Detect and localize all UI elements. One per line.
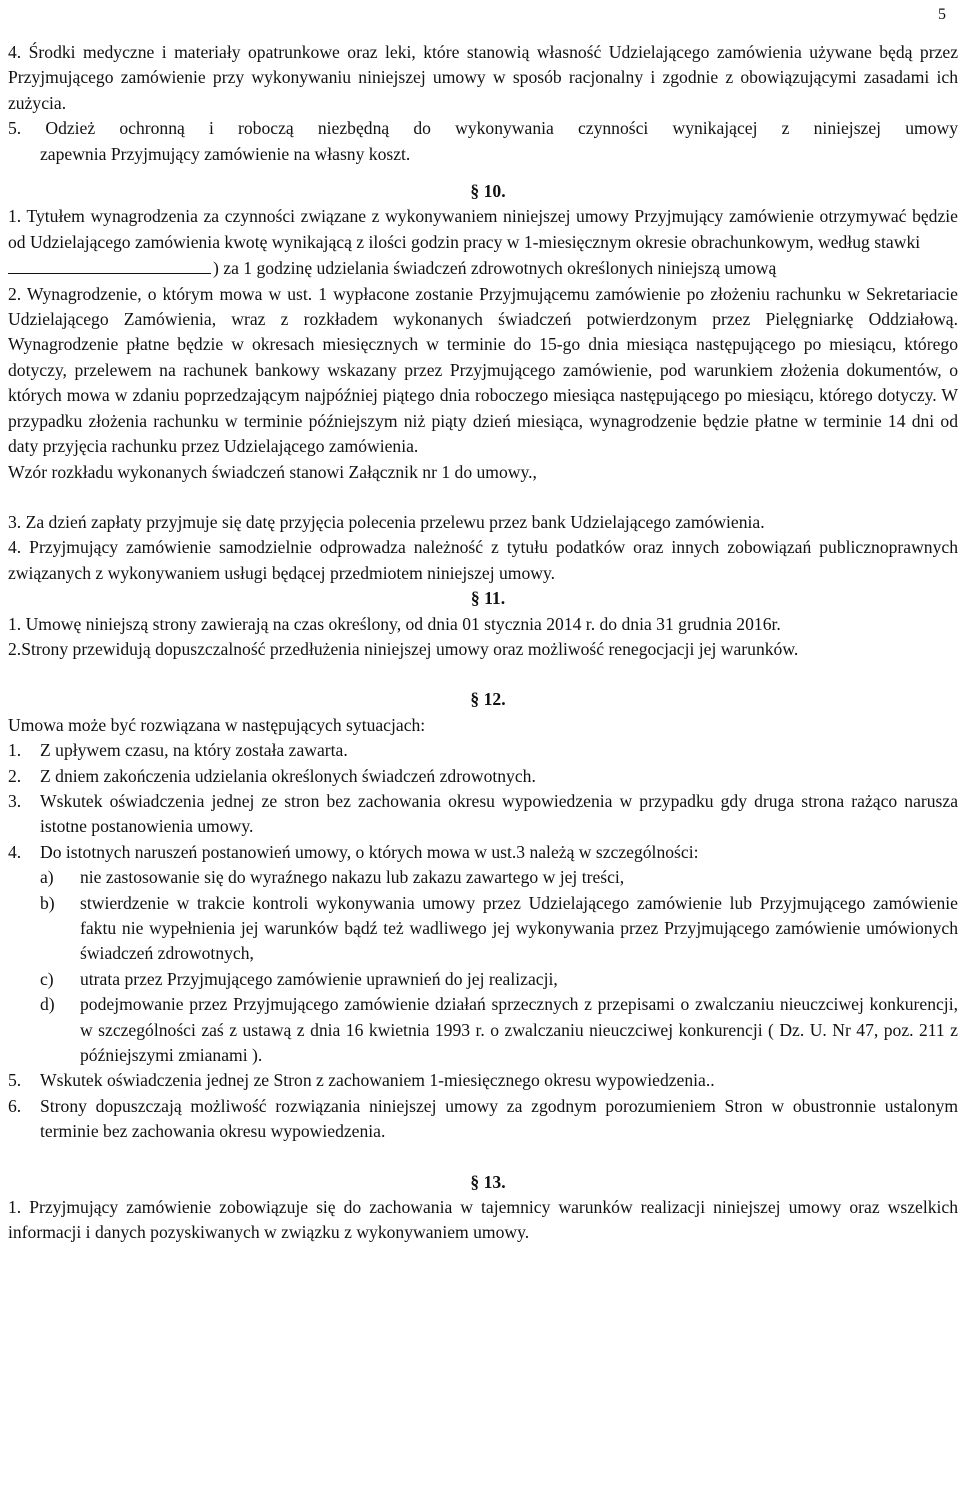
section-10-paragraph-1: 1. Tytułem wynagrodzenia za czynności związane z wykonywaniem niniejszej umowy Przyjmujący zamówienie otrzymywać będzie od Udzielającego zamówienia kwotę wynikającą z ilości godzin pracy w 1-miesięcznym okresie obrachunkowym, według stawki [8,206,958,252]
list-item: 1. Z upływem czasu, na który została zawarta. [8,740,348,761]
section-11-paragraph-2: 2.Strony przewidują dopuszczalność przedłużenia niniejszej umowy oraz możliwość renegocjacji jej warunków. [8,638,799,659]
sub-list-item: c) utrata przez Przyjmującego zamówienie uprawnień do jej realizacji, [40,968,558,989]
section-10-paragraph-2: 2. Wynagrodzenie, o którym mowa w ust. 1 wypłacone zostanie Przyjmującemu zamówienie po złożeniu rachunku w Sekretariacie Udzielającego Zamówienia, wraz z rozkładem wykonanych świadczeń potwierdzonym przez Pielęgniarkę Oddziałową. Wynagrodzenie płatne będzie w okresach miesięcznych w terminie do 15-go dnia miesiąca następującego po miesiącu, którego dotyczy, przelewem na rachunek bankowy wskazany przez Przyjmującego zamówienie, pod warunkiem złożenia dokumentów, o których mowa w zdaniu poprzedzającym najpóźniej piątego dnia roboczego miesiąca następującego po miesiącu, którego dotyczy. W przypadku złożenia rachunku w terminie późniejszym niż piąty dzień miesiąca, wynagrodzenie będzie płatne w terminie 14 dni od daty przyjęcia rachunku przez Udzielającego zamówienia. [8,283,958,457]
section-12-heading: § 12. [470,689,506,710]
sub-list-item: a) nie zastosowanie się do wyraźnego nakazu lub zakazu zawartego w jej treści, [40,867,625,888]
section-12-intro: Umowa może być rozwiązana w następujących sytuacjach: [8,714,426,735]
section-10-attachment-note: Wzór rozkładu wykonanych świadczeń stanowi Załącznik nr 1 do umowy., [8,461,537,482]
intro-paragraph-5-line-1: 5. Odzież ochronną i roboczą niezbędną do wykonywania czynności wynikającej z niniejszej umowy [8,118,958,139]
section-10-heading: § 10. [470,181,506,202]
section-10-paragraph-4: 4. Przyjmujący zamówienie samodzielnie odprowadza należność z tytułu podatków oraz innych zobowiązań publicznoprawnych związanych z wykonywaniem usługi będącej przedmiotem niniejszej umowy. [8,537,958,583]
document-page [8,40,958,1246]
section-13-heading: § 13. [470,1171,506,1192]
page-number: 5 [938,6,946,23]
section-13-paragraph-1: 1. Przyjmujący zamówienie zobowiązuje się do zachowania w tajemnicy warunków realizacji niniejszej umowy oraz wszelkich informacji i danych pozyskiwanych w związku z wykonywaniem umowy. [8,1197,958,1243]
list-item: 6. Strony dopuszczają możliwość rozwiązania niniejszej umowy za zgodnym porozumieniem Stron w obustronnie ustalonym terminie bez zachowania okresu wypowiedzenia. [8,1095,958,1142]
section-10-rate-text: ) za 1 godzinę udzielania świadczeń zdrowotnych określonych niniejszą umową [213,258,777,279]
rate-blank-field [8,255,211,274]
section-11-heading: § 11. [470,588,506,609]
section-11-paragraph-1: 1. Umowę niniejszą strony zawierają na czas określony, od dnia 01 stycznia 2014 r. do dnia 31 grudnia 2016r. [8,613,781,634]
list-item: 5. Wskutek oświadczenia jednej ze Stron z zachowaniem 1-miesięcznego okresu wypowiedzenia.. [8,1070,715,1091]
list-item: 4. Do istotnych naruszeń postanowień umowy, o których mowa w ust.3 należą w szczególności: [8,841,699,862]
sub-list-item: d) podejmowanie przez Przyjmującego zamówienie działań sprzecznych z przepisami o zwalczaniu nieuczciwej konkurencji, w szczególności zaś z ustawą z dnia 16 kwietnia 1993 r. o zwalczaniu nieuczciwej konkurencji ( Dz. U. Nr 47, poz. 211 z późniejszymi zmianami ). [40,994,958,1066]
intro-paragraph-4: 4. Środki medyczne i materiały opatrunkowe oraz leki, które stanowią własność Udzielającego zamówienia używane będą przez Przyjmującego zamówienie przy wykonywaniu niniejszej umowy w sposób racjonalny i zgodnie z obowiązującymi zasadami ich zużycia. [8,42,958,113]
list-item: 2. Z dniem zakończenia udzielania określonych świadczeń zdrowotnych. [8,765,536,786]
sub-list-item: b) stwierdzenie w trakcie kontroli wykonywania umowy przez Udzielającego zamówienie lub Przyjmującego zamówienie faktu nie wypełnienia jej warunków bądź też wadliwego jej wykonywania przez Przyjmującego zamówienie umówionych świadczeń zdrowotnych, [40,892,958,964]
list-item: 3. Wskutek oświadczenia jednej ze stron bez zachowania okresu wypowiedzenia w przypadku gdy druga strona rażąco narusza istotne postanowienia umowy. [8,790,958,837]
section-10-rate-line [8,255,958,281]
intro-paragraph-5-line-2: zapewnia Przyjmujący zamówienie na własny koszt. [40,143,411,164]
section-10-paragraph-3: 3. Za dzień zapłaty przyjmuje się datę przyjęcia polecenia przelewu przez bank Udzielającego zamówienia. [8,511,765,532]
